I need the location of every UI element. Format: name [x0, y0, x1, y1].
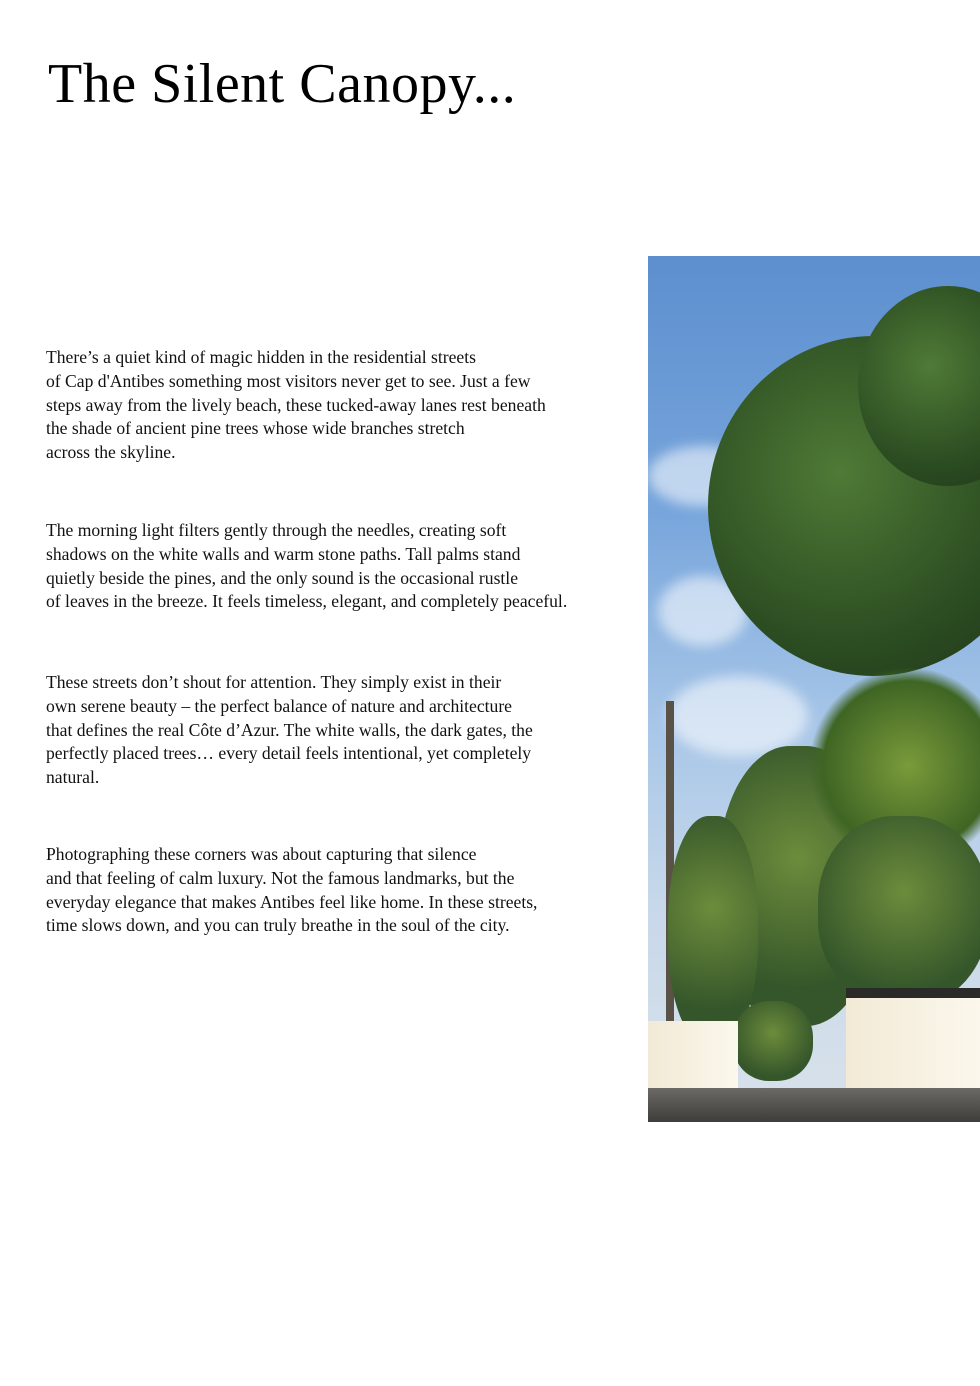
text-line: There’s a quiet kind of magic hidden in the residential streets	[46, 347, 476, 367]
paragraph-photographing	[46, 843, 537, 938]
text-line: that defines the real Côte d’Azur. The white walls, the dark gates, the	[46, 719, 533, 740]
wall-coping	[846, 988, 980, 998]
text-line: own serene beauty – the perfect balance of nature and architecture	[46, 695, 512, 716]
paragraph-morning-light	[46, 519, 567, 614]
cloud	[668, 676, 808, 756]
road	[648, 1088, 980, 1122]
text-line: the shade of ancient pine trees whose wide branches stretch	[46, 418, 465, 439]
paragraph-intro	[46, 346, 546, 465]
text-line: shadows on the white walls and warm stone paths. Tall palms stand	[46, 543, 521, 564]
street-photo	[648, 256, 980, 1122]
text-line: and that feeling of calm luxury. Not the famous landmarks, but the	[46, 867, 515, 888]
text-line: Photographing these corners was about capturing that silence	[46, 844, 477, 864]
white-wall	[846, 996, 980, 1096]
text-line: everyday elegance that makes Antibes feel like home. In these streets,	[46, 891, 538, 912]
hedge	[733, 1001, 813, 1081]
paragraph-streets	[46, 671, 533, 790]
text-line: The morning light filters gently through the needles, creating soft	[46, 520, 507, 540]
tree	[818, 816, 980, 1006]
text-line: perfectly placed trees… every detail feels intentional, yet completely	[46, 743, 532, 764]
white-wall	[648, 1021, 738, 1096]
text-line: of Cap d'Antibes something most visitors never get to see. Just a few	[46, 370, 531, 391]
text-line: time slows down, and you can truly breathe in the soul of the city.	[46, 915, 510, 936]
text-line: natural.	[46, 767, 100, 788]
page-title: The Silent Canopy...	[48, 53, 517, 115]
text-line: of leaves in the breeze. It feels timeless, elegant, and completely peaceful.	[46, 591, 568, 612]
text-line: These streets don’t shout for attention. They simply exist in their	[46, 672, 502, 692]
text-line: steps away from the lively beach, these tucked-away lanes rest beneath	[46, 394, 546, 415]
text-line: across the skyline.	[46, 442, 176, 463]
text-line: quietly beside the pines, and the only sound is the occasional rustle	[46, 567, 518, 588]
